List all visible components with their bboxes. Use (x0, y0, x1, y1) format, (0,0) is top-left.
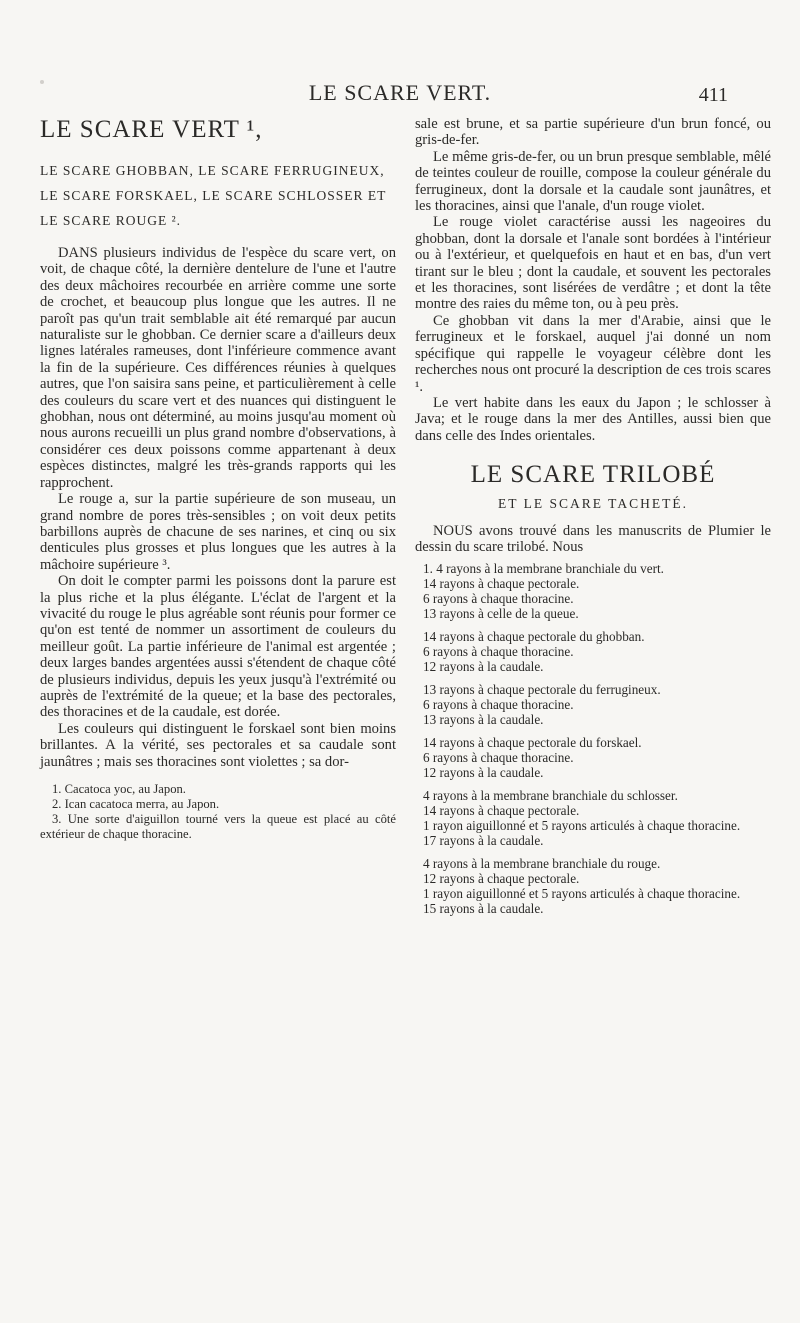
right-column (415, 116, 771, 916)
note-line: 12 rayons à chaque pectorale. (423, 871, 580, 887)
paragraph: Le même gris-de-fer, ou un brun presque semblable, mêlé de teintes couleur de rouille, compose la couleur générale du ferrugineux, dont la dorsale et la caudale sont jaunâtres, et les thoracines, ainsi que l'anale, d'un rouge violet. (415, 148, 771, 215)
note-line: 12 rayons à la caudale. (423, 765, 544, 781)
note-line: 12 rayons à la caudale. (423, 659, 544, 675)
chapter-subtitle: LE SCARE GHOBBAN, LE SCARE FERRUGINEUX, LE SCARE FORSKAEL, LE SCARE SCHLOSSER ET LE SCARE ROUGE ². (40, 163, 387, 228)
note-line: 13 rayons à chaque pectorale du ferrugineux. (423, 682, 661, 698)
footnote: 2. Ican cacatoca merra, au Japon. (52, 797, 220, 811)
note-line: 14 rayons à chaque pectorale. (423, 803, 580, 819)
note-line: 1 rayon aiguillonné et 5 rayons articulés à chaque thoracine. (423, 818, 741, 834)
paragraph: sale est brune, et sa partie supérieure d'un brun foncé, ou gris-de-fer. (415, 116, 771, 149)
note-line: 1. 4 rayons à la membrane branchiale du vert. (423, 561, 664, 577)
paragraph: Les couleurs qui distinguent le forskael sont bien moins brillantes. A la vérité, ses pectorales et sa caudale sont jaunâtres ; mais ses thoracines sont violettes ; sa dor- (40, 720, 396, 770)
note-line: 6 rayons à chaque thoracine. (423, 750, 574, 766)
note-group (415, 682, 771, 727)
paragraph: Le rouge violet caractérise aussi les nageoires du ghobban, dont la dorsale et l'anale sont bordées à l'intérieur ou à l'extérieur, et quelquefois en haut et en bas, d'un vert tirant sur le bleu ; dont la caudale, et souvent les pectorales et les thoracines, sont lisérées de verdâtre ; et dont la tête montre des raies du même ton, ou à peu près. (415, 214, 771, 313)
chapter-title: LE SCARE VERT ¹, (40, 116, 263, 143)
page-number: 411 (698, 84, 728, 106)
paragraph: Le vert habite dans les eaux du Japon ; le schlosser à Java; et le rouge dans la mer des Antilles, aussi bien que dans celle des Indes orientales. (415, 394, 771, 444)
note-line: 13 rayons à celle de la queue. (423, 606, 579, 622)
note-line: 6 rayons à chaque thoracine. (423, 644, 574, 660)
footnotes (40, 782, 396, 842)
note-line: 14 rayons à chaque pectorale du ghobban. (423, 629, 645, 645)
note-group (415, 856, 771, 916)
note-group (415, 629, 771, 674)
footnote: 3. Une sorte d'aiguillon tourné vers la queue est placé au côté extérieur de chaque thoracine. (40, 812, 396, 841)
note-line: 14 rayons à chaque pectorale. (423, 576, 580, 592)
section-title: LE SCARE TRILOBÉ (470, 461, 716, 489)
footnote: 1. Cacatoca yoc, au Japon. (52, 782, 186, 796)
note-group (415, 735, 771, 780)
paragraph: On doit le compter parmi les poissons dont la parure est la plus riche et la plus élégante. L'éclat de l'argent et la vivacité du rouge le plus agréable sont réunis pour former ce qu'on est tenté de nommer un assortiment de couleurs du meilleur goût. La partie inférieure de l'animal est argentée ; deux larges bandes argentées aussi s'étendent de chaque côté de plusieurs individus, depuis les yeux jusqu'à l'extrémité ou auprès de l'extrémité de la queue; et la base des pectorales, des thoracines et de la caudale, est dorée. (40, 573, 396, 721)
note-line: 4 rayons à la membrane branchiale du rouge. (423, 856, 661, 872)
note-line: 4 rayons à la membrane branchiale du schlosser. (423, 788, 678, 804)
note-line: 1 rayon aiguillonné et 5 rayons articulés à chaque thoracine. (423, 886, 741, 902)
left-column (40, 116, 396, 842)
paragraph: Le rouge a, sur la partie supérieure de son museau, un grand nombre de pores très-sensibles ; on voit deux petits barbillons auprès de chacune de ses narines, et cinq ou six denticules plus grosses et plus longues que les autres à la mâchoire supérieure ³. (40, 491, 396, 573)
note-line: 15 rayons à la caudale. (423, 901, 544, 917)
note-group (415, 788, 771, 848)
note-group (415, 561, 771, 621)
running-head: LE SCARE VERT. (308, 80, 492, 105)
note-line: 14 rayons à chaque pectorale du forskael. (423, 735, 642, 751)
note-line: 13 rayons à la caudale. (423, 712, 544, 728)
paragraph: DANS plusieurs individus de l'espèce du scare vert, on voit, de chaque côté, la dernière dentelure de l'une et l'autre des deux mâchoires recourbée en arrière comme une sorte de crochet, et beaucoup plus longue que les autres. Il ne paroît pas qu'un trait semblable ait été remarqué par aucun naturaliste sur le ghobban. Ce dernier scare a d'ailleurs deux lignes latérales rameuses, dont l'inférieure commence avant la fin de la supérieure. Ces différences réunies à quelques autres, que l'on saisira sans peine, et particulièrement à celle des couleurs du scare vert et des nuances qui distinguent le ghobhan, nous ont déterminé, au moins jusqu'au moment où nous aurons recueilli un plus grand nombre d'observations, à considérer ces deux poissons comme appartenant à deux espèces distinctes, malgré les très-grands rapports qui les rapprochent. (40, 245, 396, 491)
paragraph: NOUS avons trouvé dans les manuscrits de Plumier le dessin du scare trilobé. Nous (415, 522, 771, 555)
fin-ray-notes (415, 561, 771, 916)
paragraph: Ce ghobban vit dans la mer d'Arabie, ainsi que le ferrugineux et le forskael, auquel j'ai donné un nom spécifique qui rappelle le voyageur célèbre dont les recherches nous ont procuré la description de ces trois scares ¹. (415, 312, 771, 395)
section-subtitle: ET LE SCARE TACHETÉ. (498, 496, 688, 512)
note-line: 17 rayons à la caudale. (423, 833, 544, 849)
note-line: 6 rayons à chaque thoracine. (423, 591, 574, 607)
note-line: 6 rayons à chaque thoracine. (423, 697, 574, 713)
